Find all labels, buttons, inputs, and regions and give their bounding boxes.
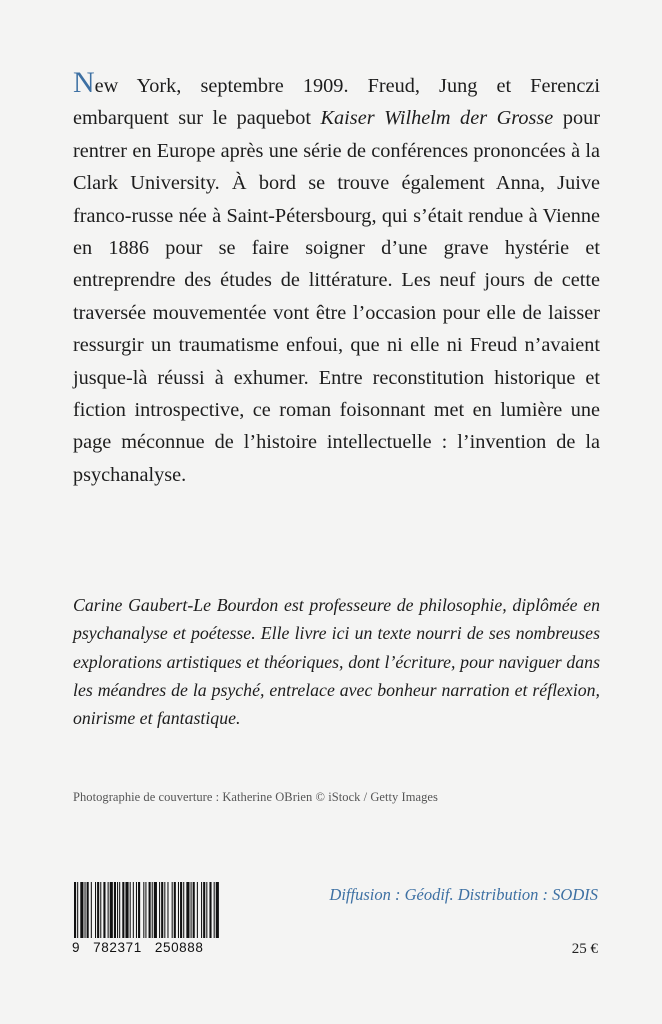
barcode-bar	[95, 882, 96, 938]
barcode-bar	[159, 882, 160, 938]
barcode-bar	[180, 882, 182, 938]
barcode	[72, 882, 220, 938]
barcode-bar	[214, 882, 215, 938]
author-bio-text: Carine Gaubert-Le Bourdon est professeure de philosophie, diplômée en psychanalyse et poétesse. Elle livre ici un texte nourri de ses nombreuses explorations artistiques et théoriques, dont l’écriture, pour naviguer dans les méandres de la psyché, entrelace avec bonheur narration et réflexion, onirisme et fantastique.	[73, 595, 600, 729]
barcode-bar	[174, 882, 176, 938]
barcode-bar	[136, 882, 137, 938]
blurb-text-start: ew York, septembre 1909. Freud, Jung et Ferenczi embarquent sur le paquebot	[73, 75, 600, 130]
blurb-paragraph	[73, 66, 600, 491]
barcode-bar	[206, 882, 207, 938]
photo-credit: Photographie de couverture : Katherine OBrien © iStock / Getty Images	[73, 790, 438, 804]
barcode-bar	[143, 882, 144, 938]
barcode-bar	[117, 882, 118, 938]
book-blurb	[73, 66, 600, 491]
barcode-bar	[80, 882, 83, 938]
barcode-bar	[209, 882, 211, 938]
distribution-info: Diffusion : Géodif. Distribution : SODIS	[329, 885, 598, 904]
blurb-text-end: pour rentrer en Europe après une série de conférences prononcées à la Clark University. À bord se trouve également Anna, Juive franco-russe née à Saint-Pétersbourg, qui s’était rendue à Vienne en 1886 pour se faire soigner d’une grave hystérie et entreprendre des études de littérature. Les neuf jours de cette traversée mouvementée vont être l’occasion pour elle de laisser ressurgir un traumatisme enfoui, que ni elle ni Freud n’avaient jusque-là réussi à exhumer. Entre reconstitution historique et fiction introspective, ce roman foisonnant met en lumière une page méconnue de l’histoire intellectuelle : l’invention de la psychanalyse.	[73, 107, 600, 486]
barcode-bar	[186, 882, 189, 938]
barcode-bar	[145, 882, 146, 938]
barcode-bar	[97, 882, 99, 938]
barcode-bar	[85, 882, 86, 938]
barcode-bar	[87, 882, 89, 938]
barcode-bar	[178, 882, 179, 938]
barcode-bar	[149, 882, 151, 938]
barcode-bar	[183, 882, 184, 938]
barcode-bar	[91, 882, 92, 938]
barcode-bar	[100, 882, 101, 938]
barcode-bar	[167, 882, 168, 938]
barcode-bars	[72, 882, 220, 938]
barcode-bar	[122, 882, 124, 938]
barcode-bar	[161, 882, 163, 938]
barcode-bar	[133, 882, 134, 938]
barcode-bar	[154, 882, 157, 938]
ship-name: Kaiser Wilhelm der Grosse	[320, 107, 554, 130]
barcode-bar	[201, 882, 202, 938]
drop-cap: N	[73, 66, 95, 99]
barcode-bar	[193, 882, 195, 938]
barcode-bar	[152, 882, 153, 938]
barcode-bar	[114, 882, 116, 938]
barcode-bar	[164, 882, 165, 938]
barcode-bar	[103, 882, 105, 938]
barcode-bar	[108, 882, 109, 938]
barcode-bar	[74, 882, 76, 938]
barcode-bar	[197, 882, 198, 938]
barcode-bar	[191, 882, 192, 938]
barcode-bar	[216, 882, 219, 938]
isbn-number: 9 782371 250888	[72, 940, 204, 955]
barcode-bar	[125, 882, 128, 938]
barcode-bar	[172, 882, 173, 938]
barcode-bar	[110, 882, 113, 938]
barcode-bar	[130, 882, 131, 938]
price-label: 25 €	[571, 941, 598, 957]
barcode-bar	[203, 882, 205, 938]
barcode-bar	[119, 882, 120, 938]
barcode-bar	[77, 882, 78, 938]
author-bio	[73, 591, 600, 732]
barcode-bar	[138, 882, 140, 938]
